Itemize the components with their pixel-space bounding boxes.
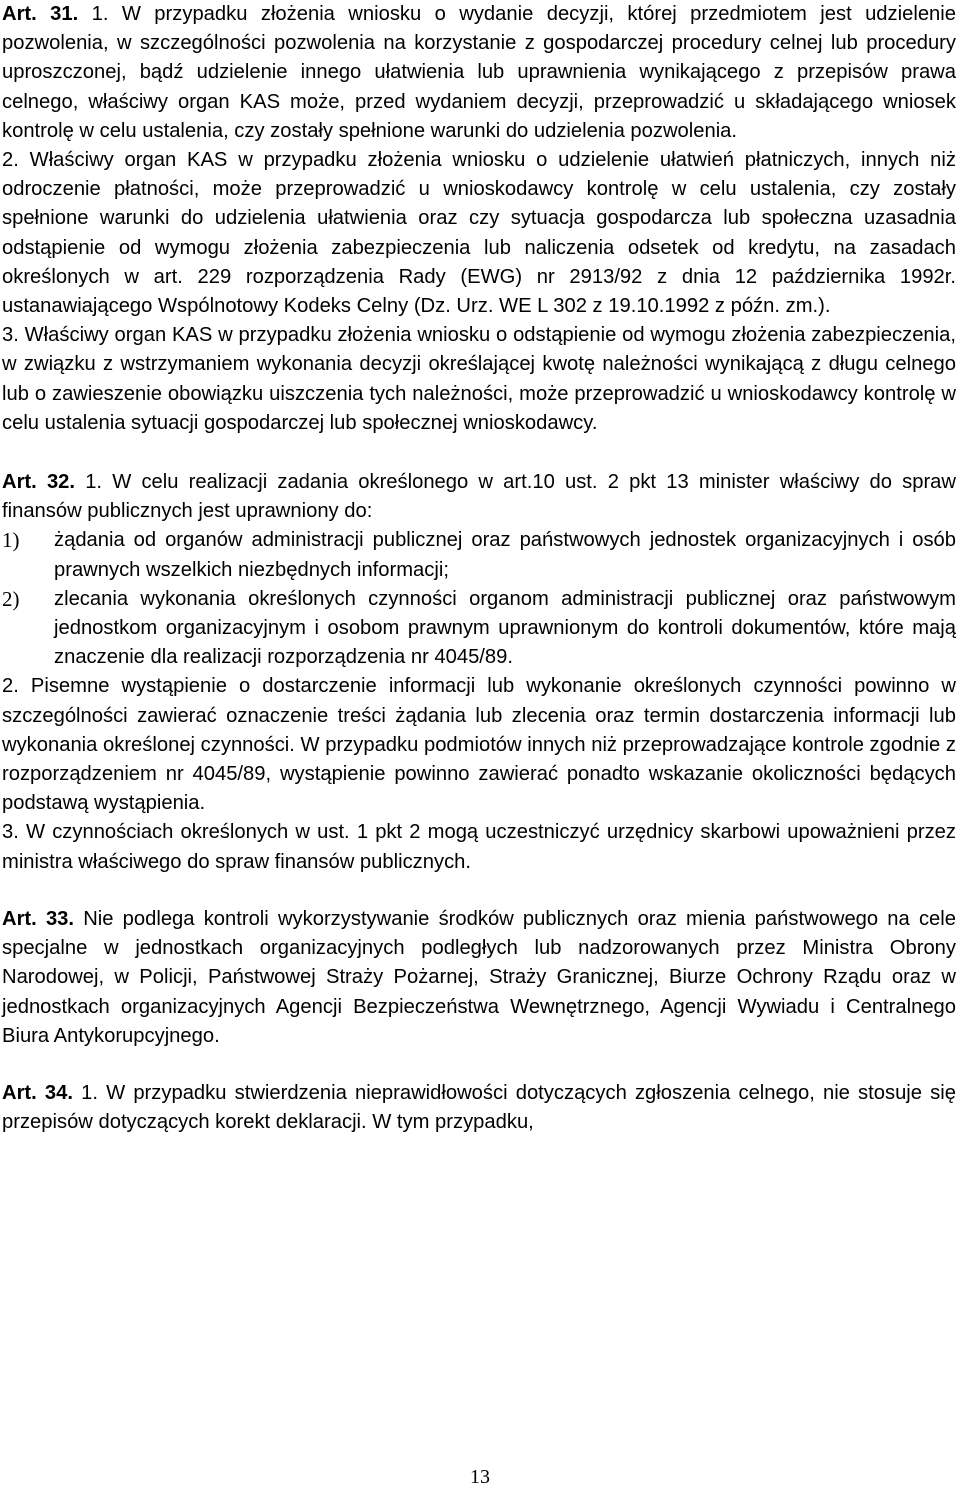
list-item-number: 1) (2, 528, 20, 553)
art31-heading: Art. 31. (2, 3, 79, 25)
art31-para-1-text: 1. W przypadku złożenia wniosku o wydanie decyzji, której przedmiotem jest udzielenie pozwolenia, w szczególności pozwolenia na korzystanie z gospodarczej procedury celnej lub procedury uproszczonej, bądź udzielenie innego ułatwienia lub uprawnienia wynikającego z przepisów prawa celnego, właściwy organ KAS może, przed wydaniem decyzji, przeprowadzić u składającego wniosek kontrolę w celu ustalenia, czy zostały spełnione warunki do udzielenia pozwolenia. (2, 3, 956, 142)
document-page (2, 0, 956, 1137)
art32-list-item-2 (2, 585, 956, 673)
art32-para-3: 3. W czynnościach określonych w ust. 1 pkt 2 mogą uczestniczyć urzędnicy skarbowi upoważnieni przez ministra właściwego do spraw finansów publicznych. (2, 821, 956, 873)
art32-heading: Art. 32. (2, 471, 76, 494)
list-item-text: żądania od organów administracji publicznej oraz państwowych jednostek organizacyjnych i osób prawnych wszelkich niezbędnych informacji; (54, 529, 956, 581)
art32-para-1 (2, 468, 956, 526)
art32-para-1-text: 1. W celu realizacji zadania określonego w art.10 ust. 2 pkt 13 minister właściwy do spraw finansów publicznych jest uprawniony do: (2, 471, 956, 523)
art33-para-1 (2, 905, 956, 1051)
art33-heading: Art. 33. (2, 907, 75, 930)
art31-para-2: 2. Właściwy organ KAS w przypadku złożenia wniosku o udzielenie ułatwień płatniczych, innych niż odroczenie płatności, może przeprowadzić u wnioskodawcy kontrolę w celu ustalenia, czy zostały spełnione warunki do udzielenia ułatwienia oraz czy sytuacja gospodarcza lub społeczna uzasadnia odstąpienie od wymogu złożenia zabezpieczenia lub naliczenia odsetek od kredytu, na zasadach określonych w art. 229 rozporządzenia Rady (EWG) nr 2913/92 z dnia 12 października 1992r. ustanawiającego Wspólnotowy Kodeks Celny (Dz. Urz. WE L 302 z 19.10.1992 z późn. zm.). (2, 149, 956, 318)
art31-para-3: 3. Właściwy organ KAS w przypadku złożenia wniosku o odstąpienie od wymogu złożenia zabezpieczenia, w związku z wstrzymaniem wykonania decyzji określającej kwotę należności wynikającą z długu celnego lub o zawieszenie obowiązku uiszczenia tych należności, może przeprowadzić u wnioskodawcy kontrolę w celu ustalenia sytuacji gospodarczej lub społecznej wnioskodawcy. (2, 324, 956, 434)
art34-para-1 (2, 1079, 956, 1137)
list-item-text: zlecania wykonania określonych czynności organom administracji publicznej oraz państwowym jednostkom organizacyjnym i osobom prawnym uprawnionym do kontroli dokumentów, które mają znaczenie dla realizacji rozporządzenia nr 4045/89. (54, 587, 956, 669)
art32-list-item-1 (2, 526, 956, 584)
art32-para-2: 2. Pisemne wystąpienie o dostarczenie informacji lub wykonanie określonych czynności powinno w szczególności zawierać oznaczenie treści żądania lub zlecenia oraz termin dostarczenia informacji lub wykonania określonej czynności. W przypadku podmiotów innych niż przeprowadzające kontrole zgodnie z rozporządzeniem nr 4045/89, wystąpienie powinno zawierać ponadto wskazanie okoliczności będących podstawą wystąpienia. (2, 675, 956, 815)
art34-heading: Art. 34. (2, 1081, 73, 1104)
art34-para-1-text: 1. W przypadku stwierdzenia nieprawidłowości dotyczących zgłoszenia celnego, nie stosuje się przepisów dotyczących korekt deklaracji. W tym przypadku, (2, 1081, 956, 1134)
art33-para-1-text: Nie podlega kontroli wykorzystywanie środków publicznych oraz mienia państwowego na cele specjalne w jednostkach organizacyjnych podległych lub nadzorowanych przez Ministra Obrony Narodowej, w Policji, Państwowej Straży Pożarnej, Straży Granicznej, Biurze Ochrony Rządu oraz w jednostkach organizacyjnych Agencji Bezpieczeństwa Wewnętrznego, Agencji Wywiadu i Centralnego Biura Antykorupcyjnego. (2, 907, 956, 1047)
page-number: 13 (470, 1466, 490, 1488)
list-item-number: 2) (2, 586, 20, 611)
art31-para-1 (2, 0, 956, 146)
